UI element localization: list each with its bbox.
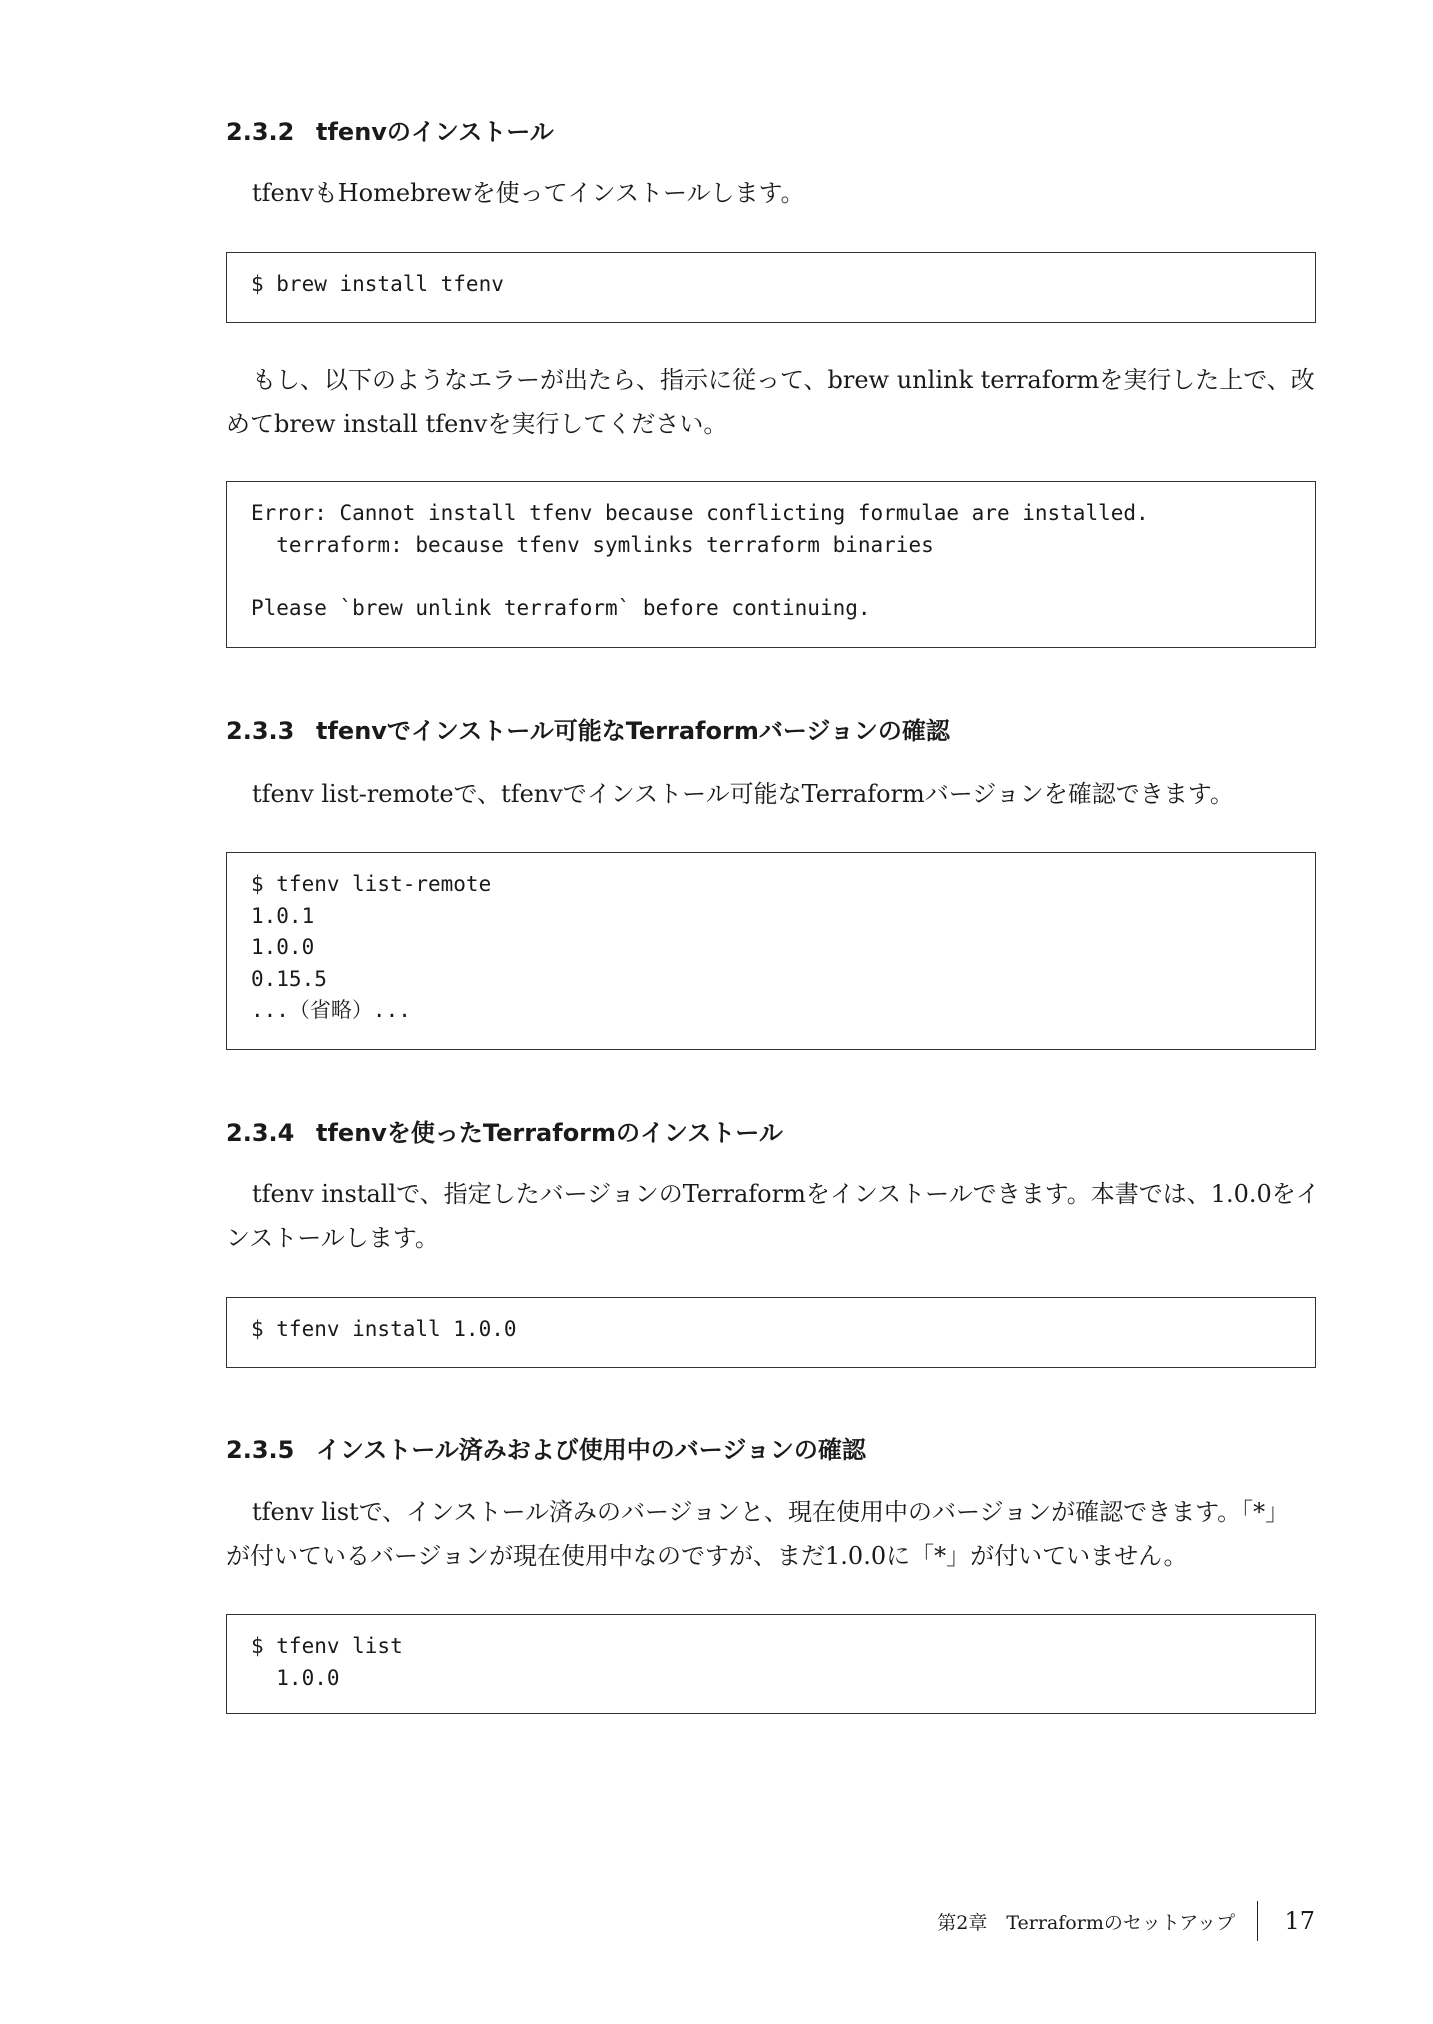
section-title: tfenvのインストール bbox=[316, 118, 554, 146]
code-line: terraform: because tfenv symlinks terraform binaries bbox=[251, 532, 934, 557]
paragraph-line: tfenv list-remoteで、tfenvでインストール可能なTerraformバージョンを確認できます。 bbox=[252, 780, 1234, 808]
paragraph-line: tfenv installで、指定したバージョンのTerraformをインストールできます。本書では、1.0.0をイ bbox=[252, 1180, 1320, 1208]
code-block bbox=[226, 1297, 1316, 1368]
code-line: Error: Cannot install tfenv because conflicting formulae are installed. bbox=[251, 501, 1149, 525]
code-line: $ brew install tfenv bbox=[251, 272, 504, 296]
code-line bbox=[251, 561, 1291, 593]
paragraph-line: ンストールします。 bbox=[226, 1224, 439, 1252]
paragraph bbox=[226, 358, 1316, 446]
paragraph bbox=[226, 1490, 1316, 1578]
section-title: tfenvを使ったTerraformのインストール bbox=[316, 1119, 783, 1147]
code-line: 1.0.0 bbox=[251, 1665, 340, 1690]
section-heading-2-3-3 bbox=[226, 716, 950, 746]
code-line: 0.15.5 bbox=[251, 966, 327, 991]
page-number: 17 bbox=[1284, 1907, 1315, 1935]
code-line: $ tfenv install 1.0.0 bbox=[251, 1317, 517, 1341]
section-heading-2-3-4 bbox=[226, 1118, 783, 1148]
section-number: 2.3.4 bbox=[226, 1119, 295, 1147]
paragraph-line: もし、以下のようなエラーが出たら、指示に従って、brew unlink terraformを実行した上で、改 bbox=[252, 366, 1315, 394]
code-block bbox=[226, 252, 1316, 323]
paragraph bbox=[226, 171, 1316, 215]
code-line: ...（省略）... bbox=[251, 998, 411, 1022]
code-block bbox=[226, 852, 1316, 1050]
section-heading-2-3-2 bbox=[226, 117, 554, 147]
section-number: 2.3.5 bbox=[226, 1436, 295, 1464]
section-title: インストール済みおよび使用中のバージョンの確認 bbox=[316, 1436, 866, 1464]
paragraph-line: が付いているバージョンが現在使用中なのですが、まだ1.0.0に「*」が付いていません。 bbox=[226, 1542, 1188, 1570]
paragraph-line: めてbrew install tfenvを実行してください。 bbox=[226, 410, 728, 438]
paragraph bbox=[226, 1172, 1320, 1260]
paragraph bbox=[226, 772, 1316, 816]
code-line: $ tfenv list-remote bbox=[251, 872, 492, 896]
section-title: tfenvでインストール可能なTerraformバージョンの確認 bbox=[316, 717, 950, 745]
page-footer bbox=[937, 1896, 1315, 1946]
code-line: $ tfenv list bbox=[251, 1634, 403, 1658]
section-number: 2.3.3 bbox=[226, 717, 295, 745]
paragraph-line: tfenv listで、インストール済みのバージョンと、現在使用中のバージョンが確認できます。「*」 bbox=[252, 1498, 1290, 1526]
code-line: 1.0.0 bbox=[251, 935, 315, 959]
chapter-title: 第2章 Terraformのセットアップ bbox=[937, 1911, 1235, 1934]
section-number: 2.3.2 bbox=[226, 118, 295, 146]
section-heading-2-3-5 bbox=[226, 1435, 866, 1465]
code-line: 1.0.1 bbox=[251, 903, 315, 928]
code-block bbox=[226, 1614, 1316, 1714]
code-line: Please `brew unlink terraform` before continuing. bbox=[251, 595, 871, 620]
code-block bbox=[226, 481, 1316, 648]
paragraph-line: tfenvもHomebrewを使ってインストールします。 bbox=[252, 179, 805, 207]
footer-divider bbox=[1257, 1901, 1259, 1941]
